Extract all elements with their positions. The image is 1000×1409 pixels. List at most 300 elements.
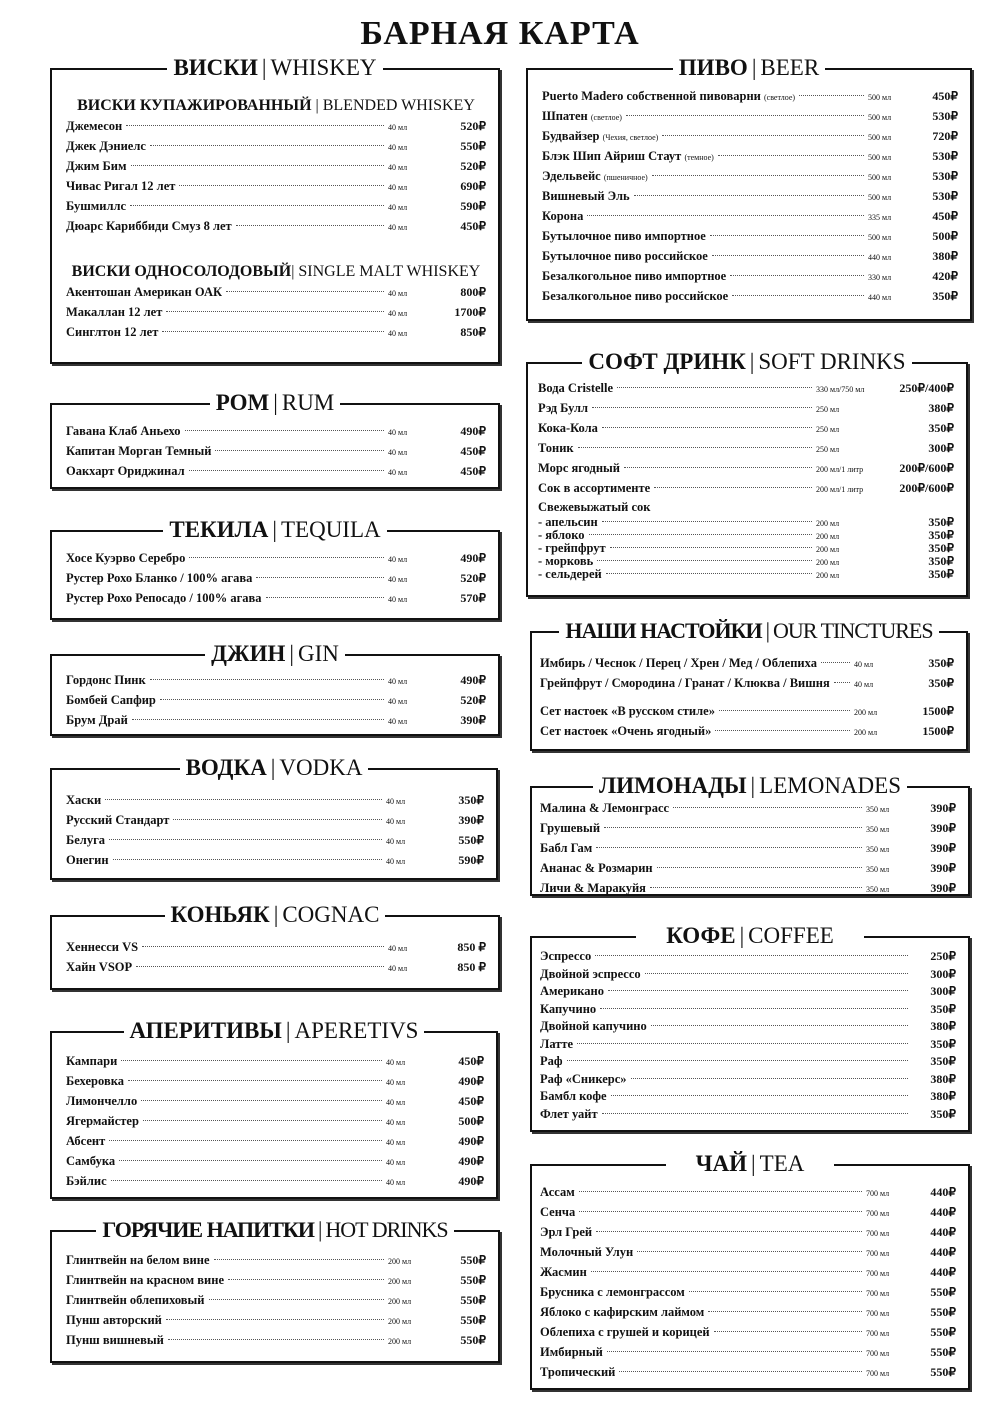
item-name-text: Эрл Грей (540, 1225, 593, 1239)
dot-leader (256, 577, 384, 578)
dot-leader (109, 1140, 382, 1141)
dot-leader (657, 867, 862, 868)
menu-item (538, 478, 954, 498)
dot-leader (589, 534, 812, 535)
dot-leader (215, 450, 384, 451)
menu-item (540, 673, 954, 693)
dot-leader (578, 447, 812, 448)
item-price: 570₽ (460, 591, 486, 605)
item-volume: 40 мл (388, 717, 408, 726)
menu-item (66, 1290, 486, 1310)
item-volume: 330 мл (868, 273, 892, 282)
item-name (66, 196, 126, 216)
item-volume: 40 мл (388, 595, 408, 604)
item-name (66, 710, 128, 730)
item-price: 380₽ (930, 1071, 956, 1086)
dot-leader (179, 185, 384, 186)
dot-leader (236, 225, 384, 226)
item-name (66, 1171, 107, 1191)
item-name-text: - сельдерей (538, 567, 602, 581)
section-beer (526, 55, 972, 321)
item-name-text: Гавана Клаб Аньехо (66, 424, 181, 438)
section-title: РОМ | RUM (52, 389, 498, 417)
item-name-text: Личи & Маракуйя (540, 881, 646, 895)
menu-item (66, 710, 486, 730)
menu-item (66, 441, 486, 461)
menu-item (540, 721, 954, 741)
menu-item (66, 588, 486, 608)
dot-leader (266, 597, 385, 598)
item-name-text: Безалкогольное пиво российское (542, 289, 729, 303)
item-price: 390₽ (930, 821, 956, 835)
section-title: ВОДКА | VODKA (52, 754, 496, 782)
dot-leader (606, 573, 812, 574)
dot-leader (712, 255, 864, 256)
item-name (66, 937, 138, 957)
item-volume: 250 мл (816, 405, 840, 414)
item-name (66, 1051, 117, 1071)
item-price: 390₽ (458, 813, 484, 827)
item-volume: 40 мл (388, 944, 408, 953)
menu-item (540, 948, 956, 966)
item-price: 350₽ (928, 567, 954, 581)
menu-item (66, 1111, 484, 1131)
menu-item-list (66, 670, 486, 730)
item-name (540, 1036, 573, 1054)
item-price: 800₽ (460, 285, 486, 299)
dot-leader (610, 547, 812, 548)
dot-leader (600, 1008, 908, 1009)
item-volume: 40 мл (854, 680, 874, 689)
menu-item-list (540, 653, 954, 693)
item-name (66, 216, 232, 236)
dot-leader (111, 1180, 382, 1181)
item-price: 500₽ (458, 1114, 484, 1128)
dot-leader (597, 560, 812, 561)
item-name (540, 1001, 596, 1019)
item-name (66, 548, 185, 568)
item-name (540, 1088, 607, 1106)
dot-leader (617, 387, 812, 388)
item-price: 550₽ (460, 1273, 486, 1287)
menu-item-list (66, 1051, 484, 1191)
dot-leader (150, 679, 384, 680)
section-cognac (50, 902, 500, 990)
item-name (540, 1242, 633, 1262)
item-volume: 40 мл (386, 857, 406, 866)
dot-leader (579, 1211, 862, 1212)
item-name-text: Раф (540, 1054, 563, 1068)
dot-leader (619, 1371, 862, 1372)
dot-leader (596, 847, 862, 848)
menu-item-list (538, 378, 954, 498)
item-name (542, 106, 622, 128)
item-name (66, 670, 146, 690)
menu-item-list (66, 116, 486, 236)
item-name (66, 322, 158, 342)
item-name (66, 790, 101, 810)
item-volume: 250 мл (816, 445, 840, 454)
item-name (66, 588, 262, 608)
item-name (542, 266, 726, 286)
item-volume: 40 мл (388, 677, 408, 686)
item-name (540, 1202, 575, 1222)
section-lemonades (530, 773, 970, 896)
item-name (66, 1131, 105, 1151)
item-name (540, 1182, 575, 1202)
item-volume: 40 мл (386, 1118, 406, 1127)
menu-item (66, 690, 486, 710)
item-volume: 700 мл (866, 1329, 890, 1338)
item-name-text: Бамбл кофе (540, 1089, 607, 1103)
item-volume: 40 мл (386, 1058, 406, 1067)
item-name (66, 302, 162, 322)
item-name-text: Грушевый (540, 821, 601, 835)
item-name-text: Безалкогольное пиво импортное (542, 269, 727, 283)
item-volume: 500 мл (868, 93, 892, 102)
item-name-text: Раф «Сникерс» (540, 1071, 627, 1086)
item-price: 450₽ (460, 219, 486, 233)
menu-item (540, 818, 956, 838)
menu-item (66, 548, 486, 568)
item-price: 350₽ (928, 554, 954, 568)
item-name-text: Рэд Булл (538, 401, 589, 415)
item-name-text: Двойной капучино (540, 1019, 647, 1033)
dot-leader (708, 1311, 862, 1312)
dot-leader (131, 165, 385, 166)
item-name-text: - яблоко (538, 528, 585, 542)
item-name (66, 957, 132, 977)
item-name (540, 818, 600, 838)
item-price: 530₽ (932, 189, 958, 203)
item-volume: 40 мл (388, 143, 408, 152)
item-name (542, 126, 658, 148)
menu-item-list (542, 86, 958, 306)
item-price: 350₽ (930, 1001, 956, 1016)
item-name-text: Хосе Куэрво Серебро (66, 551, 186, 565)
item-volume: 40 мл (388, 697, 408, 706)
menu-item (66, 421, 486, 441)
item-volume: 350 мл (866, 885, 890, 894)
dot-leader (189, 470, 384, 471)
item-price: 390₽ (930, 841, 956, 855)
menu-item (66, 568, 486, 588)
item-name (66, 568, 252, 588)
item-price: 520₽ (460, 159, 486, 173)
item-name-text: Гордонс Пинк (66, 673, 146, 687)
menu-item (542, 126, 958, 146)
item-name-text: Сок в ассортименте (538, 481, 651, 495)
item-name (540, 653, 817, 673)
item-name-text: Тоник (538, 441, 574, 455)
item-volume: 500 мл (868, 233, 892, 242)
item-volume: 200 мл (816, 545, 840, 554)
section-soft-drinks (526, 349, 968, 597)
item-name (542, 286, 728, 306)
section-title: ЧАЙ | TEA (532, 1150, 968, 1178)
item-name (66, 1111, 139, 1131)
item-volume: 40 мл (388, 468, 408, 477)
item-volume: 40 мл (388, 123, 408, 132)
item-price: 380₽ (930, 1019, 956, 1033)
item-name-text: Макаллан 12 лет (66, 305, 163, 319)
item-volume: 500 мл (868, 113, 892, 122)
item-price: 850 ₽ (457, 940, 486, 954)
fresh-juice-label: Свежевыжатый сок (538, 500, 651, 514)
item-price: 1700₽ (454, 305, 486, 319)
item-price: 350₽ (930, 1036, 956, 1051)
item-name (66, 810, 169, 830)
menu-item (540, 858, 956, 878)
section-title: СОФТ ДРИНК | SOFT DRINKS (528, 348, 966, 376)
menu-item-list (66, 282, 486, 342)
item-price: 550₽ (930, 1305, 956, 1319)
dot-leader (209, 1299, 384, 1300)
menu-item (540, 1182, 956, 1202)
item-name-text: Синглтон 12 лет (66, 325, 159, 339)
item-volume: 350 мл (866, 865, 890, 874)
menu-item (66, 196, 486, 216)
item-name (540, 838, 592, 858)
item-price: 350₽ (928, 541, 954, 555)
item-volume: 200 мл (854, 708, 878, 717)
item-name-text: Акентошан Американ ОАК (66, 285, 223, 299)
dot-leader (226, 291, 384, 292)
item-name-text: Брум Драй (66, 713, 128, 727)
item-name-text: Белуга (66, 833, 106, 847)
item-name (66, 282, 222, 302)
item-name-text: Кока-Кола (538, 421, 598, 435)
item-volume: 700 мл (866, 1269, 890, 1278)
menu-item (66, 810, 484, 830)
section-title: КОНЬЯК | COGNAC (52, 901, 498, 929)
item-price: 1500₽ (922, 724, 954, 738)
item-volume: 40 мл (386, 817, 406, 826)
item-price: 450₽ (460, 444, 486, 458)
item-name (542, 226, 706, 246)
item-name-text: Эдельвейс (542, 169, 601, 183)
item-name (540, 858, 653, 878)
section-hot-drinks (50, 1217, 500, 1363)
item-name-text: Яблоко с кафирским лаймом (540, 1305, 705, 1319)
menu-item (542, 146, 958, 166)
menu-item (66, 670, 486, 690)
menu-item (540, 1088, 956, 1106)
menu-item (66, 282, 486, 302)
item-note: (светлое) (590, 113, 622, 122)
item-name-text: Рустер Рохо Репосадо / 100% агава (66, 591, 262, 605)
item-name-text: Имбирь / Чеснок / Перец / Хрен / Мед / Облепиха (540, 656, 817, 670)
item-name-text: Бабл Гам (540, 841, 593, 855)
item-name-text: Ассам (540, 1185, 575, 1199)
dot-leader (121, 1060, 382, 1061)
dot-leader (662, 135, 864, 136)
item-name-text: Пунш вишневый (66, 1333, 164, 1347)
item-volume: 700 мл (866, 1229, 890, 1238)
menu-item-list (66, 1250, 486, 1350)
menu-item (540, 1018, 956, 1036)
dot-leader (654, 487, 812, 488)
item-name (538, 438, 574, 458)
item-name (66, 441, 211, 461)
item-volume: 40 мл (854, 660, 874, 669)
menu-item (66, 1270, 486, 1290)
item-price: 530₽ (932, 169, 958, 183)
dot-leader (645, 973, 908, 974)
menu-item (540, 1242, 956, 1262)
item-name (66, 1151, 115, 1171)
item-name-text: Корона (542, 209, 584, 223)
menu-item (538, 418, 954, 438)
item-volume: 200 мл (816, 532, 840, 541)
item-volume: 500 мл (868, 173, 892, 182)
dot-leader (113, 859, 382, 860)
dot-leader (128, 1080, 382, 1081)
item-volume: 500 мл (868, 153, 892, 162)
item-volume: 40 мл (388, 223, 408, 232)
item-volume: 200 мл (816, 519, 840, 528)
item-name (538, 378, 613, 398)
menu-item (538, 516, 954, 529)
item-name-text: Двойной эспрессо (540, 966, 641, 981)
item-name (540, 1302, 704, 1322)
item-name (542, 206, 583, 226)
dot-leader (105, 799, 382, 800)
item-volume: 440 мл (868, 253, 892, 262)
page-title: БАРНАЯ КАРТА (360, 15, 640, 52)
section-title: ПИВО | BEER (528, 54, 970, 82)
item-name (538, 398, 588, 418)
item-volume: 40 мл (386, 1158, 406, 1167)
dot-leader (602, 521, 812, 522)
menu-item (540, 1106, 956, 1124)
menu-item (538, 378, 954, 398)
item-volume: 200 мл (388, 1257, 412, 1266)
item-name-text: Ананас & Розмарин (540, 861, 653, 875)
dot-leader (650, 887, 862, 888)
item-price: 850 ₽ (457, 960, 486, 974)
item-name (66, 461, 185, 481)
dot-leader (595, 955, 908, 956)
menu-item-list (540, 701, 954, 741)
menu-item (542, 106, 958, 126)
item-price: 200₽/600₽ (899, 461, 954, 475)
item-name-text: Бехеровка (66, 1074, 124, 1088)
item-name-text: Лимончелло (66, 1094, 138, 1108)
item-price: 550₽ (460, 1313, 486, 1327)
subheading-single-malt: ВИСКИ ОДНОСОЛОДОВЫЙ| SINGLE MALT WHISKEY (71, 263, 481, 280)
item-volume: 700 мл (866, 1249, 890, 1258)
item-price: 440₽ (930, 1205, 956, 1219)
dot-leader (651, 1025, 908, 1026)
menu-item (540, 798, 956, 818)
dot-leader (592, 407, 812, 408)
dot-leader (579, 1191, 862, 1192)
item-price: 550₽ (930, 1345, 956, 1359)
menu-item (66, 1330, 486, 1350)
item-name-text: Хайн VSOP (66, 960, 133, 974)
dot-leader (173, 819, 382, 820)
item-price: 550₽ (460, 1253, 486, 1267)
dot-leader (587, 215, 864, 216)
dot-leader (710, 235, 864, 236)
section-tinctures (530, 618, 968, 751)
item-price: 450₽ (458, 1054, 484, 1068)
item-name (66, 421, 181, 441)
item-price: 450₽ (458, 1094, 484, 1108)
menu-item (540, 1071, 956, 1089)
item-name-text: Онегин (66, 853, 109, 867)
item-name-text: Рустер Рохо Бланко / 100% агава (66, 571, 253, 585)
item-volume: 40 мл (386, 1138, 406, 1147)
section-title: ДЖИН | GIN (52, 640, 498, 668)
item-name (540, 1053, 563, 1071)
item-name (538, 478, 650, 498)
item-price: 350₽ (928, 421, 954, 435)
dot-leader (631, 1078, 908, 1079)
item-name (540, 1222, 592, 1242)
item-price: 590₽ (460, 199, 486, 213)
dot-leader (604, 827, 862, 828)
section-title: ГОРЯЧИЕ НАПИТКИ | HOT DRINKS (52, 1216, 498, 1244)
item-price: 490₽ (460, 551, 486, 565)
item-name-text: Глинтвейн на красном вине (66, 1273, 225, 1287)
menu-item (66, 957, 486, 977)
item-volume: 40 мл (388, 329, 408, 338)
item-name-text: Бутылочное пиво импортное (542, 229, 706, 243)
menu-item (66, 1151, 484, 1171)
dot-leader (624, 467, 812, 468)
item-price: 380₽ (930, 1089, 956, 1103)
menu-item (66, 1071, 484, 1091)
item-price: 490₽ (458, 1074, 484, 1088)
menu-item (66, 216, 486, 236)
item-name (540, 673, 830, 693)
section-tequila (50, 517, 500, 620)
menu-item (66, 461, 486, 481)
item-volume: 40 мл (388, 183, 408, 192)
item-volume: 40 мл (388, 448, 408, 457)
item-price: 520₽ (460, 119, 486, 133)
item-volume: 700 мл (866, 1209, 890, 1218)
item-price: 450₽ (460, 464, 486, 478)
menu-item (538, 438, 954, 458)
item-name-text: Глинтвейн облепиховый (66, 1293, 205, 1307)
item-name-text: Джек Дэниелс (66, 139, 146, 153)
dot-leader (185, 430, 384, 431)
section-title: ЛИМОНАДЫ | LEMONADES (532, 772, 968, 800)
item-price: 490₽ (458, 1134, 484, 1148)
item-name-text: - морковь (538, 554, 594, 568)
menu-item (542, 166, 958, 186)
item-name-text: Морс ягодный (538, 461, 621, 475)
dot-leader (228, 1279, 384, 1280)
menu-item (540, 1302, 956, 1322)
item-volume: 335 мл (868, 213, 892, 222)
menu-item (538, 542, 954, 555)
dot-leader (166, 1319, 384, 1320)
item-name-text: Чивас Ригал 12 лет (66, 179, 176, 193)
item-volume: 500 мл (868, 193, 892, 202)
item-price: 440₽ (930, 1245, 956, 1259)
dot-leader (214, 1259, 384, 1260)
section-tea (530, 1151, 970, 1390)
dot-leader (652, 175, 864, 176)
dot-leader (673, 807, 862, 808)
item-name-text: - грейпфрут (538, 541, 606, 555)
item-name (540, 1071, 627, 1089)
item-name-text: Самбука (66, 1154, 116, 1168)
